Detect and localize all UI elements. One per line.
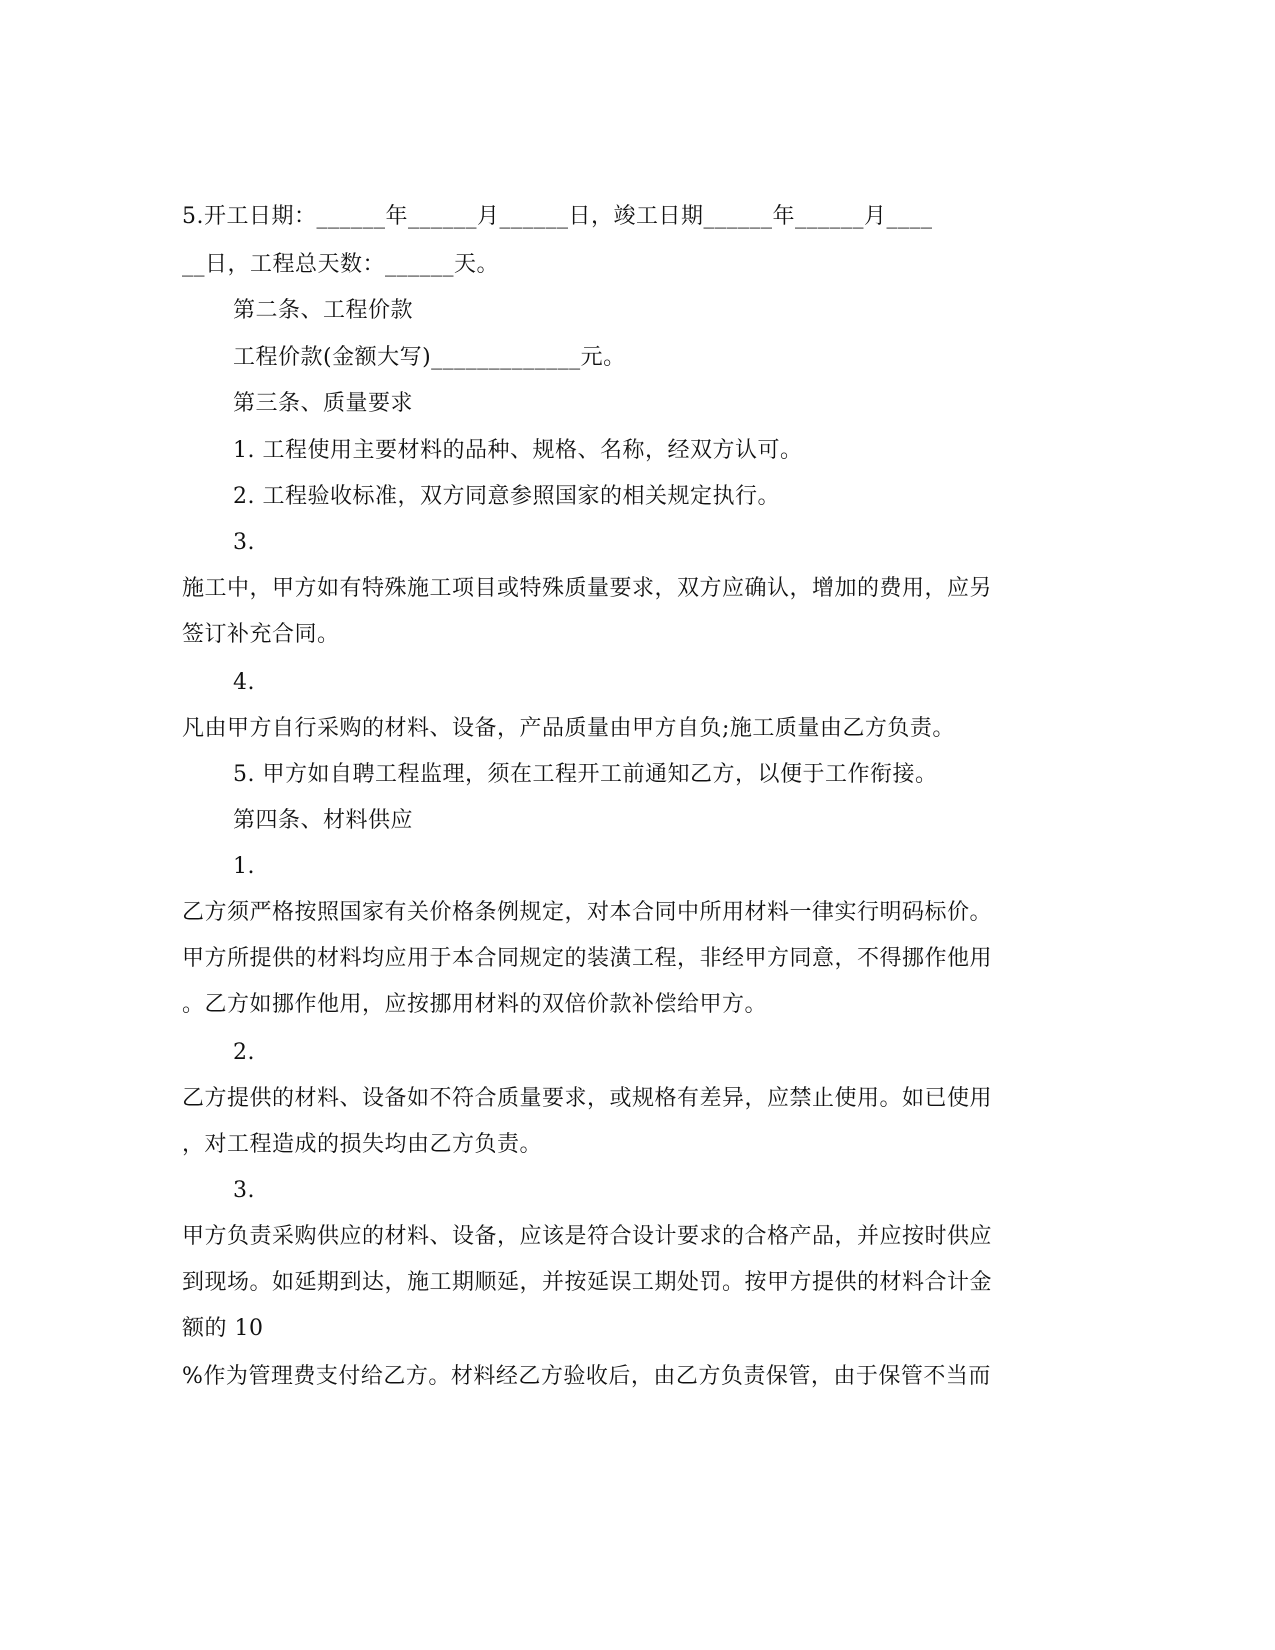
list-item-number: 2. (233, 1040, 255, 1065)
text-line: 工程价款(金额大写)_____________元。 (233, 345, 626, 370)
text-line: 甲方所提供的材料均应用于本合同规定的装潢工程，非经甲方同意，不得挪作他用 (182, 946, 993, 971)
list-item-number: 3. (233, 1178, 255, 1203)
list-item: 2. 工程验收标准，双方同意参照国家的相关规定执行。 (233, 484, 780, 509)
text-line: 签订补充合同。 (182, 622, 340, 647)
text-line: %作为管理费支付给乙方。材料经乙方验收后，由乙方负责保管，由于保管不当而 (182, 1364, 991, 1389)
list-item-number: 1. (233, 854, 255, 879)
text-line: 。乙方如挪作他用，应按挪用材料的双倍价款补偿给甲方。 (182, 992, 768, 1017)
list-item-number: 3. (233, 530, 255, 555)
text-line: 乙方须严格按照国家有关价格条例规定，对本合同中所用材料一律实行明码标价。 (182, 900, 993, 925)
list-item-number: 4. (233, 670, 255, 695)
text-line: 凡由甲方自行采购的材料、设备，产品质量由甲方自负;施工质量由乙方负责。 (182, 716, 955, 741)
text-line: 额的 10 (182, 1316, 264, 1341)
text-line: __日，工程总天数：______天。 (182, 252, 500, 277)
list-item: 1. 工程使用主要材料的品种、规格、名称，经双方认可。 (233, 438, 803, 463)
text-line: 甲方负责采购供应的材料、设备，应该是符合设计要求的合格产品，并应按时供应 (182, 1224, 993, 1249)
text-line: 5.开工日期：______年______月______日，竣工日期______年______月____ (182, 204, 933, 229)
section-heading: 第三条、质量要求 (233, 391, 414, 416)
section-heading: 第四条、材料供应 (233, 808, 414, 833)
text-line: 施工中，甲方如有特殊施工项目或特殊质量要求，双方应确认，增加的费用，应另 (182, 576, 993, 601)
text-line: ，对工程造成的损失均由乙方负责。 (182, 1132, 543, 1157)
text-line: 乙方提供的材料、设备如不符合质量要求，或规格有差异，应禁止使用。如已使用 (182, 1086, 993, 1111)
text-line: 到现场。如延期到达，施工期顺延，并按延误工期处罚。按甲方提供的材料合计金 (182, 1270, 993, 1295)
list-item: 5. 甲方如自聘工程监理，须在工程开工前通知乙方，以便于工作衔接。 (233, 762, 938, 787)
section-heading: 第二条、工程价款 (233, 298, 414, 323)
